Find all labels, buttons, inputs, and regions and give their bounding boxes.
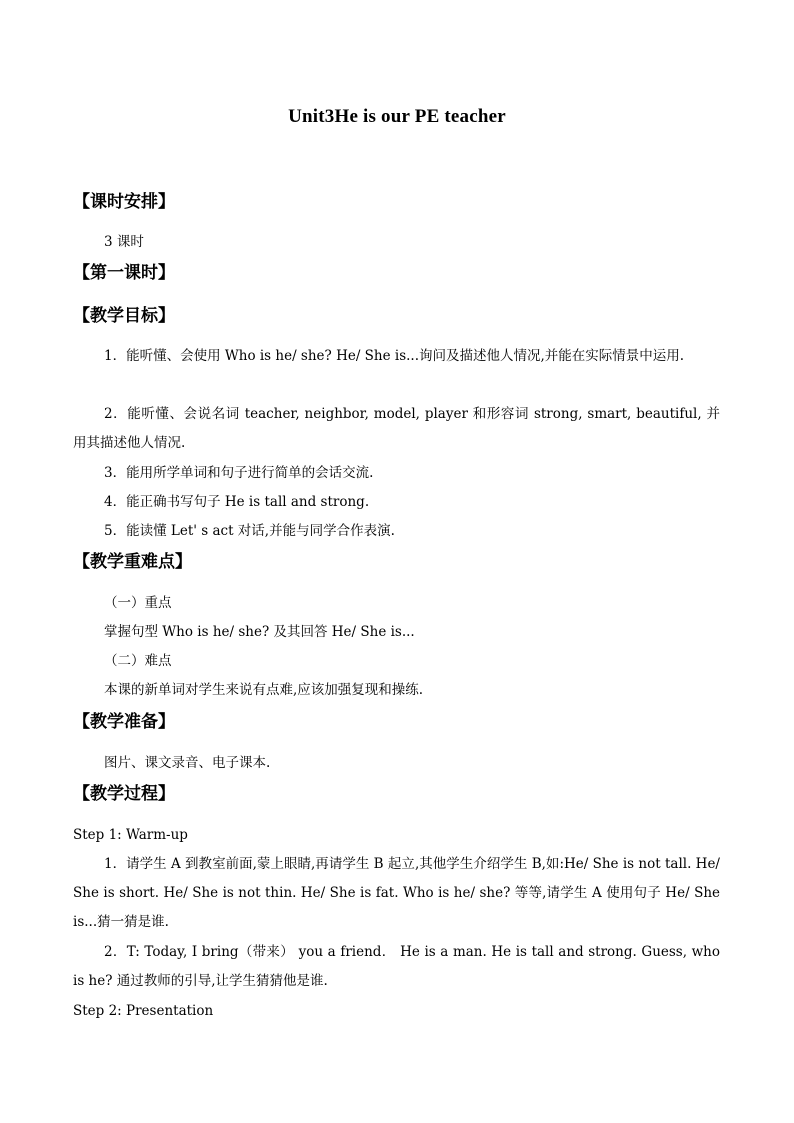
preparation-text: 图片、课文录音、电子课本. bbox=[104, 755, 271, 771]
objective-item-1: 1．能听懂、会使用 Who is he/ she? He/ She is...询问及描述他人情况,并能在实际情景中运用. bbox=[104, 348, 685, 364]
heading-preparation: 【教学准备】 bbox=[73, 712, 175, 732]
document-title: Unit3He is our PE teacher bbox=[288, 106, 506, 127]
difficulty-text: 本课的新单词对学生来说有点难,应该加强复现和操练. bbox=[104, 682, 424, 698]
heading-objectives: 【教学目标】 bbox=[73, 306, 175, 326]
objective-item-3: 3．能用所学单词和句子进行简单的会话交流. bbox=[104, 465, 374, 481]
objective-item-2: 2．能听懂、会说名词 teacher, neighbor, model, player 和形容词 strong, smart, beautiful, 并用其描述他人情况. bbox=[73, 406, 720, 451]
difficulty-label: （二）难点 bbox=[104, 653, 172, 669]
step1-label: Step 1: Warm-up bbox=[73, 827, 188, 843]
step1-item-2: 2．T: Today, I bring（带来） you a friend． He is a man. He is tall and strong. Guess, who is he? 通过教师的引导,让学生猜猜他是谁. bbox=[73, 944, 720, 989]
focus-label: （一）重点 bbox=[104, 595, 172, 611]
focus-text: 掌握句型 Who is he/ she? 及其回答 He/ She is... bbox=[104, 624, 415, 640]
step1-item-1: 1．请学生 A 到教室前面,蒙上眼睛,再请学生 B 起立,其他学生介绍学生 B,如:He/ She is not tall. He/ She is short. He/ She is not thin. He/ She is fat. Who is he/ she? 等等,请学生 A 使用句子 He/ She is...猜一猜是谁. bbox=[73, 856, 720, 930]
schedule-text: 3 课时 bbox=[104, 234, 144, 250]
heading-schedule: 【课时安排】 bbox=[73, 192, 175, 212]
objective-item-4: 4．能正确书写句子 He is tall and strong. bbox=[104, 494, 370, 510]
heading-key-points: 【教学重难点】 bbox=[73, 552, 192, 572]
objective-item-5: 5．能读懂 Let' s act 对话,并能与同学合作表演. bbox=[104, 523, 395, 539]
step2-label: Step 2: Presentation bbox=[73, 1003, 214, 1019]
heading-process: 【教学过程】 bbox=[73, 784, 175, 804]
heading-first-lesson: 【第一课时】 bbox=[73, 263, 175, 283]
